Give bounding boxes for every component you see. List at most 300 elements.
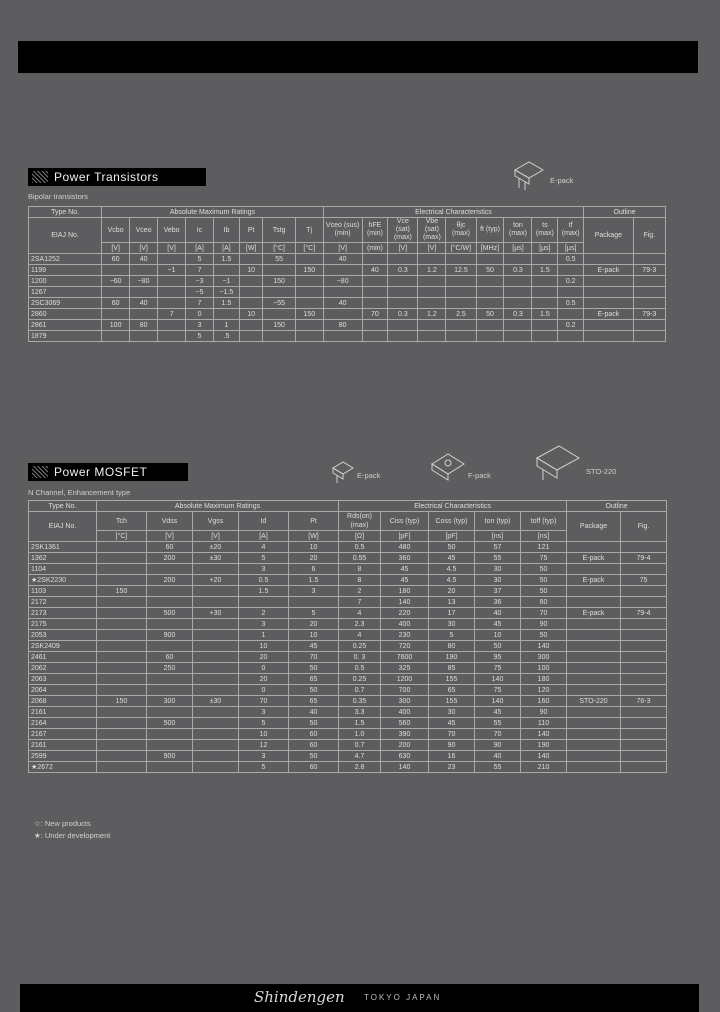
value-cell: ±20	[193, 542, 239, 553]
package-label-f-pack: F-pack	[468, 471, 491, 480]
table-row	[29, 674, 667, 685]
value-cell: 1.2	[418, 309, 446, 320]
value-cell: 40	[362, 265, 388, 276]
value-cell	[567, 619, 621, 630]
value-cell: 7	[339, 597, 381, 608]
table-row	[29, 265, 666, 276]
value-cell	[504, 320, 532, 331]
unit: [V]	[102, 243, 130, 254]
value-cell	[558, 287, 584, 298]
value-cell: 75	[521, 553, 567, 564]
value-cell	[532, 254, 558, 265]
value-cell	[621, 652, 667, 663]
value-cell	[362, 276, 388, 287]
type-number-cell: 2173	[29, 608, 97, 619]
value-cell: 50	[521, 564, 567, 575]
value-cell: 12.5	[446, 265, 476, 276]
value-cell: 10	[239, 309, 263, 320]
e-pack-package-icon	[330, 460, 356, 484]
value-cell: E-pack	[567, 608, 621, 619]
value-cell	[97, 751, 147, 762]
value-cell	[567, 751, 621, 762]
mosfet-spec-table	[28, 500, 667, 773]
value-cell	[633, 320, 665, 331]
value-cell	[621, 619, 667, 630]
value-cell: 0.5	[558, 254, 584, 265]
header-toff: toff (typ)	[521, 512, 567, 531]
value-cell	[621, 751, 667, 762]
type-number-cell: 2167	[29, 729, 97, 740]
header-ts: ts (max)	[532, 218, 558, 243]
value-cell: 10	[239, 641, 289, 652]
value-cell	[388, 320, 418, 331]
value-cell	[567, 762, 621, 773]
type-number-cell: 2175	[29, 619, 97, 630]
table-row	[29, 718, 667, 729]
value-cell	[567, 740, 621, 751]
value-cell	[97, 564, 147, 575]
value-cell	[263, 287, 295, 298]
value-cell	[567, 542, 621, 553]
package-label-e-pack: E-pack	[357, 471, 381, 480]
value-cell: 40	[289, 707, 339, 718]
value-cell: 1.5	[214, 298, 240, 309]
header-outline: Outline	[584, 207, 666, 218]
value-cell: 16	[429, 751, 475, 762]
unit: [°C]	[263, 243, 295, 254]
value-cell	[193, 674, 239, 685]
table-row	[29, 707, 667, 718]
value-cell: 7	[186, 265, 214, 276]
value-cell	[239, 597, 289, 608]
value-cell: 500	[147, 608, 193, 619]
table-row	[29, 608, 667, 619]
header-vebo: Vebo	[158, 218, 186, 243]
value-cell: 0.7	[339, 740, 381, 751]
value-cell	[388, 331, 418, 342]
value-cell	[567, 718, 621, 729]
value-cell: 50	[289, 685, 339, 696]
unit: [ns]	[521, 531, 567, 542]
value-cell: 12	[239, 740, 289, 751]
value-cell	[584, 254, 633, 265]
value-cell: 1.5	[214, 254, 240, 265]
package-label-sto-220: STO-220	[586, 467, 617, 476]
value-cell: 4.7	[339, 751, 381, 762]
value-cell: 0.5	[239, 575, 289, 586]
table-row	[29, 287, 666, 298]
value-cell	[633, 254, 665, 265]
unit: [V]	[193, 531, 239, 542]
value-cell: −1	[214, 276, 240, 287]
value-cell: 20	[429, 586, 475, 597]
value-cell: 140	[475, 696, 521, 707]
value-cell: 50	[521, 630, 567, 641]
header-hfe: hFE (min)	[362, 218, 388, 243]
value-cell	[295, 287, 323, 298]
table-row	[29, 553, 667, 564]
value-cell: 36	[475, 597, 521, 608]
value-cell: 20	[239, 674, 289, 685]
value-cell	[97, 718, 147, 729]
value-cell: 80	[429, 641, 475, 652]
value-cell	[97, 575, 147, 586]
value-cell: 2.8	[339, 762, 381, 773]
value-cell: 8	[339, 564, 381, 575]
value-cell	[102, 309, 130, 320]
header-vbe-sat: Vbe (sat) (max)	[418, 218, 446, 243]
value-cell	[97, 630, 147, 641]
value-cell	[158, 287, 186, 298]
value-cell: 4.5	[429, 575, 475, 586]
value-cell	[147, 740, 193, 751]
value-cell	[476, 276, 504, 287]
header-vdss: Vdss	[147, 512, 193, 531]
value-cell: 65	[289, 674, 339, 685]
value-cell	[532, 331, 558, 342]
transistor-spec-table	[28, 206, 666, 342]
unit: [MHz]	[476, 243, 504, 254]
value-cell: −80	[130, 276, 158, 287]
value-cell: 400	[381, 707, 429, 718]
value-cell	[97, 674, 147, 685]
value-cell	[239, 298, 263, 309]
table-row	[29, 542, 667, 553]
value-cell	[418, 298, 446, 309]
value-cell	[567, 597, 621, 608]
value-cell	[567, 663, 621, 674]
type-number-cell: 2053	[29, 630, 97, 641]
type-number-cell: 1104	[29, 564, 97, 575]
dotted-marker-icon	[32, 171, 48, 183]
value-cell: 2.3	[339, 619, 381, 630]
value-cell	[621, 674, 667, 685]
header-tstg: Tstg	[263, 218, 295, 243]
table-row	[29, 298, 666, 309]
footer-banner	[20, 984, 699, 1012]
type-number-cell: 2164	[29, 718, 97, 729]
header-coss: Coss (typ)	[429, 512, 475, 531]
type-number-cell: 1267	[29, 287, 102, 298]
value-cell	[532, 320, 558, 331]
table-row	[29, 729, 667, 740]
value-cell	[263, 331, 295, 342]
header-fig: Fig.	[633, 218, 665, 254]
value-cell: 190	[429, 652, 475, 663]
type-number-cell: 1199	[29, 265, 102, 276]
value-cell: 40	[130, 298, 158, 309]
value-cell: 45	[475, 619, 521, 630]
value-cell: 2.5	[446, 309, 476, 320]
value-cell: 30	[429, 619, 475, 630]
type-number-cell: 2068	[29, 696, 97, 707]
value-cell	[621, 718, 667, 729]
value-cell: 121	[521, 542, 567, 553]
value-cell: 150	[263, 276, 295, 287]
value-cell	[567, 685, 621, 696]
value-cell	[193, 762, 239, 773]
value-cell: 10	[289, 542, 339, 553]
value-cell	[584, 287, 633, 298]
value-cell	[214, 265, 240, 276]
value-cell	[362, 254, 388, 265]
value-cell: 325	[381, 663, 429, 674]
value-cell	[193, 652, 239, 663]
value-cell: 50	[289, 663, 339, 674]
value-cell	[418, 287, 446, 298]
value-cell	[102, 287, 130, 298]
value-cell: 90	[521, 707, 567, 718]
value-cell: −80	[323, 276, 362, 287]
unit: [V]	[418, 243, 446, 254]
value-cell: 60	[102, 254, 130, 265]
value-cell: 30	[475, 564, 521, 575]
value-cell: 1	[239, 630, 289, 641]
value-cell	[102, 331, 130, 342]
value-cell	[633, 331, 665, 342]
value-cell: 230	[381, 630, 429, 641]
type-number-cell: 2172	[29, 597, 97, 608]
value-cell: 1.5	[339, 718, 381, 729]
value-cell: 250	[147, 663, 193, 674]
value-cell: 3	[239, 707, 289, 718]
table-row	[29, 276, 666, 287]
table-row	[29, 309, 666, 320]
value-cell	[295, 320, 323, 331]
unit: [W]	[239, 243, 263, 254]
value-cell	[476, 287, 504, 298]
value-cell: 140	[521, 751, 567, 762]
value-cell	[97, 685, 147, 696]
value-cell	[504, 331, 532, 342]
value-cell: 480	[381, 542, 429, 553]
value-cell	[97, 740, 147, 751]
value-cell: 70	[289, 652, 339, 663]
value-cell	[418, 331, 446, 342]
value-cell: 79-4	[621, 608, 667, 619]
value-cell: STO-220	[567, 696, 621, 707]
value-cell: 220	[381, 608, 429, 619]
value-cell: 45	[429, 718, 475, 729]
type-number-cell: ★2SK2230	[29, 575, 97, 586]
value-cell: 180	[521, 674, 567, 685]
value-cell: 80	[323, 320, 362, 331]
value-cell	[158, 298, 186, 309]
unit: [μs]	[532, 243, 558, 254]
value-cell	[193, 729, 239, 740]
value-cell: 90	[475, 740, 521, 751]
value-cell: 30	[475, 575, 521, 586]
value-cell	[193, 685, 239, 696]
header-id: Id	[239, 512, 289, 531]
table-row	[29, 630, 667, 641]
value-cell: 0.25	[339, 674, 381, 685]
value-cell	[97, 707, 147, 718]
type-number-cell: 2161	[29, 707, 97, 718]
value-cell: 40	[323, 254, 362, 265]
value-cell	[621, 685, 667, 696]
value-cell: 10	[239, 265, 263, 276]
value-cell: 55	[475, 718, 521, 729]
table-row	[29, 762, 667, 773]
header-rds-on: Rds(on) (max)	[339, 512, 381, 531]
value-cell	[558, 309, 584, 320]
type-number-cell: 2461	[29, 652, 97, 663]
value-cell	[147, 762, 193, 773]
value-cell: 37	[475, 586, 521, 597]
section-subtitle: N Channel, Enhancement type	[28, 488, 131, 497]
header-package: Package	[567, 512, 621, 542]
value-cell: 3	[239, 564, 289, 575]
footnote-under-development: ★: Under development	[34, 831, 111, 840]
value-cell: 300	[521, 652, 567, 663]
value-cell: 85	[429, 663, 475, 674]
value-cell: 1	[214, 320, 240, 331]
unit: [μs]	[558, 243, 584, 254]
value-cell: 45	[475, 707, 521, 718]
value-cell: 50	[521, 586, 567, 597]
value-cell	[263, 309, 295, 320]
unit: (min)	[362, 243, 388, 254]
value-cell: 150	[97, 586, 147, 597]
value-cell: 55	[475, 762, 521, 773]
value-cell	[193, 619, 239, 630]
value-cell	[476, 254, 504, 265]
type-number-cell: ★2672	[29, 762, 97, 773]
value-cell	[263, 265, 295, 276]
type-number-cell: 2SK2409	[29, 641, 97, 652]
value-cell: 3	[239, 751, 289, 762]
type-number-cell: 2861	[29, 320, 102, 331]
header-eiaj: EIAJ No.	[29, 512, 97, 542]
value-cell: .5	[214, 331, 240, 342]
header-vgss: Vgss	[193, 512, 239, 531]
value-cell: 55	[475, 553, 521, 564]
value-cell: 50	[521, 575, 567, 586]
value-cell: 45	[381, 575, 429, 586]
value-cell: 0.5	[558, 298, 584, 309]
value-cell: 140	[521, 729, 567, 740]
type-number-cell: 2SA1252	[29, 254, 102, 265]
value-cell	[621, 740, 667, 751]
table-row	[29, 619, 667, 630]
value-cell	[147, 586, 193, 597]
e-pack-package-icon	[511, 160, 547, 190]
value-cell	[621, 641, 667, 652]
value-cell	[633, 276, 665, 287]
value-cell: 390	[381, 729, 429, 740]
unit: [A]	[239, 531, 289, 542]
unit: [pF]	[381, 531, 429, 542]
value-cell: 0.35	[339, 696, 381, 707]
value-cell: 160	[521, 696, 567, 707]
value-cell	[418, 254, 446, 265]
value-cell	[214, 309, 240, 320]
value-cell	[323, 331, 362, 342]
value-cell: 7	[158, 309, 186, 320]
unit: [W]	[289, 531, 339, 542]
value-cell	[558, 265, 584, 276]
table-row	[29, 564, 667, 575]
value-cell: 80	[130, 320, 158, 331]
value-cell: 45	[429, 553, 475, 564]
value-cell: −1.5	[214, 287, 240, 298]
table-row	[29, 685, 667, 696]
value-cell: 65	[289, 696, 339, 707]
type-number-cell: 2161	[29, 740, 97, 751]
value-cell: 4.5	[429, 564, 475, 575]
value-cell	[446, 287, 476, 298]
value-cell	[193, 564, 239, 575]
value-cell: 90	[521, 619, 567, 630]
value-cell: 23	[429, 762, 475, 773]
value-cell: 3	[239, 619, 289, 630]
unit: [A]	[186, 243, 214, 254]
value-cell: 700	[381, 685, 429, 696]
value-cell	[504, 287, 532, 298]
value-cell: 900	[147, 751, 193, 762]
table-row	[29, 331, 666, 342]
type-number-cell: 1200	[29, 276, 102, 287]
value-cell	[147, 641, 193, 652]
header-type-no: Type No.	[29, 501, 97, 512]
value-cell: 0.5	[339, 542, 381, 553]
value-cell	[476, 331, 504, 342]
value-cell	[239, 276, 263, 287]
value-cell: 75	[475, 685, 521, 696]
value-cell: 50	[429, 542, 475, 553]
value-cell	[193, 641, 239, 652]
value-cell	[193, 718, 239, 729]
value-cell: E-pack	[584, 309, 633, 320]
value-cell	[193, 740, 239, 751]
value-cell	[323, 287, 362, 298]
value-cell: 0.25	[339, 641, 381, 652]
value-cell	[97, 641, 147, 652]
value-cell: 0.2	[558, 276, 584, 287]
header-ton: ton (typ)	[475, 512, 521, 531]
value-cell	[97, 608, 147, 619]
value-cell: 90	[429, 740, 475, 751]
value-cell	[239, 254, 263, 265]
value-cell: 3	[289, 586, 339, 597]
value-cell	[567, 586, 621, 597]
value-cell	[158, 254, 186, 265]
value-cell: 210	[521, 762, 567, 773]
value-cell: 20	[239, 652, 289, 663]
unit: [°C]	[295, 243, 323, 254]
header-electrical: Electrical Characteristics	[339, 501, 567, 512]
value-cell: 0.3	[388, 309, 418, 320]
table-row	[29, 586, 667, 597]
header-outline: Outline	[567, 501, 667, 512]
value-cell: 75	[475, 663, 521, 674]
value-cell	[239, 331, 263, 342]
brand-location: TOKYO JAPAN	[364, 993, 442, 1002]
value-cell: 6	[289, 564, 339, 575]
value-cell	[418, 276, 446, 287]
value-cell: 300	[147, 696, 193, 707]
unit: [V]	[323, 243, 362, 254]
value-cell: 180	[381, 586, 429, 597]
header-vceo-sus: Vceo (sus) (min)	[323, 218, 362, 243]
value-cell: 10	[475, 630, 521, 641]
value-cell	[567, 630, 621, 641]
header-fig: Fig.	[621, 512, 667, 542]
type-number-cell: 1879	[29, 331, 102, 342]
header-ic: Ic	[186, 218, 214, 243]
value-cell	[567, 729, 621, 740]
